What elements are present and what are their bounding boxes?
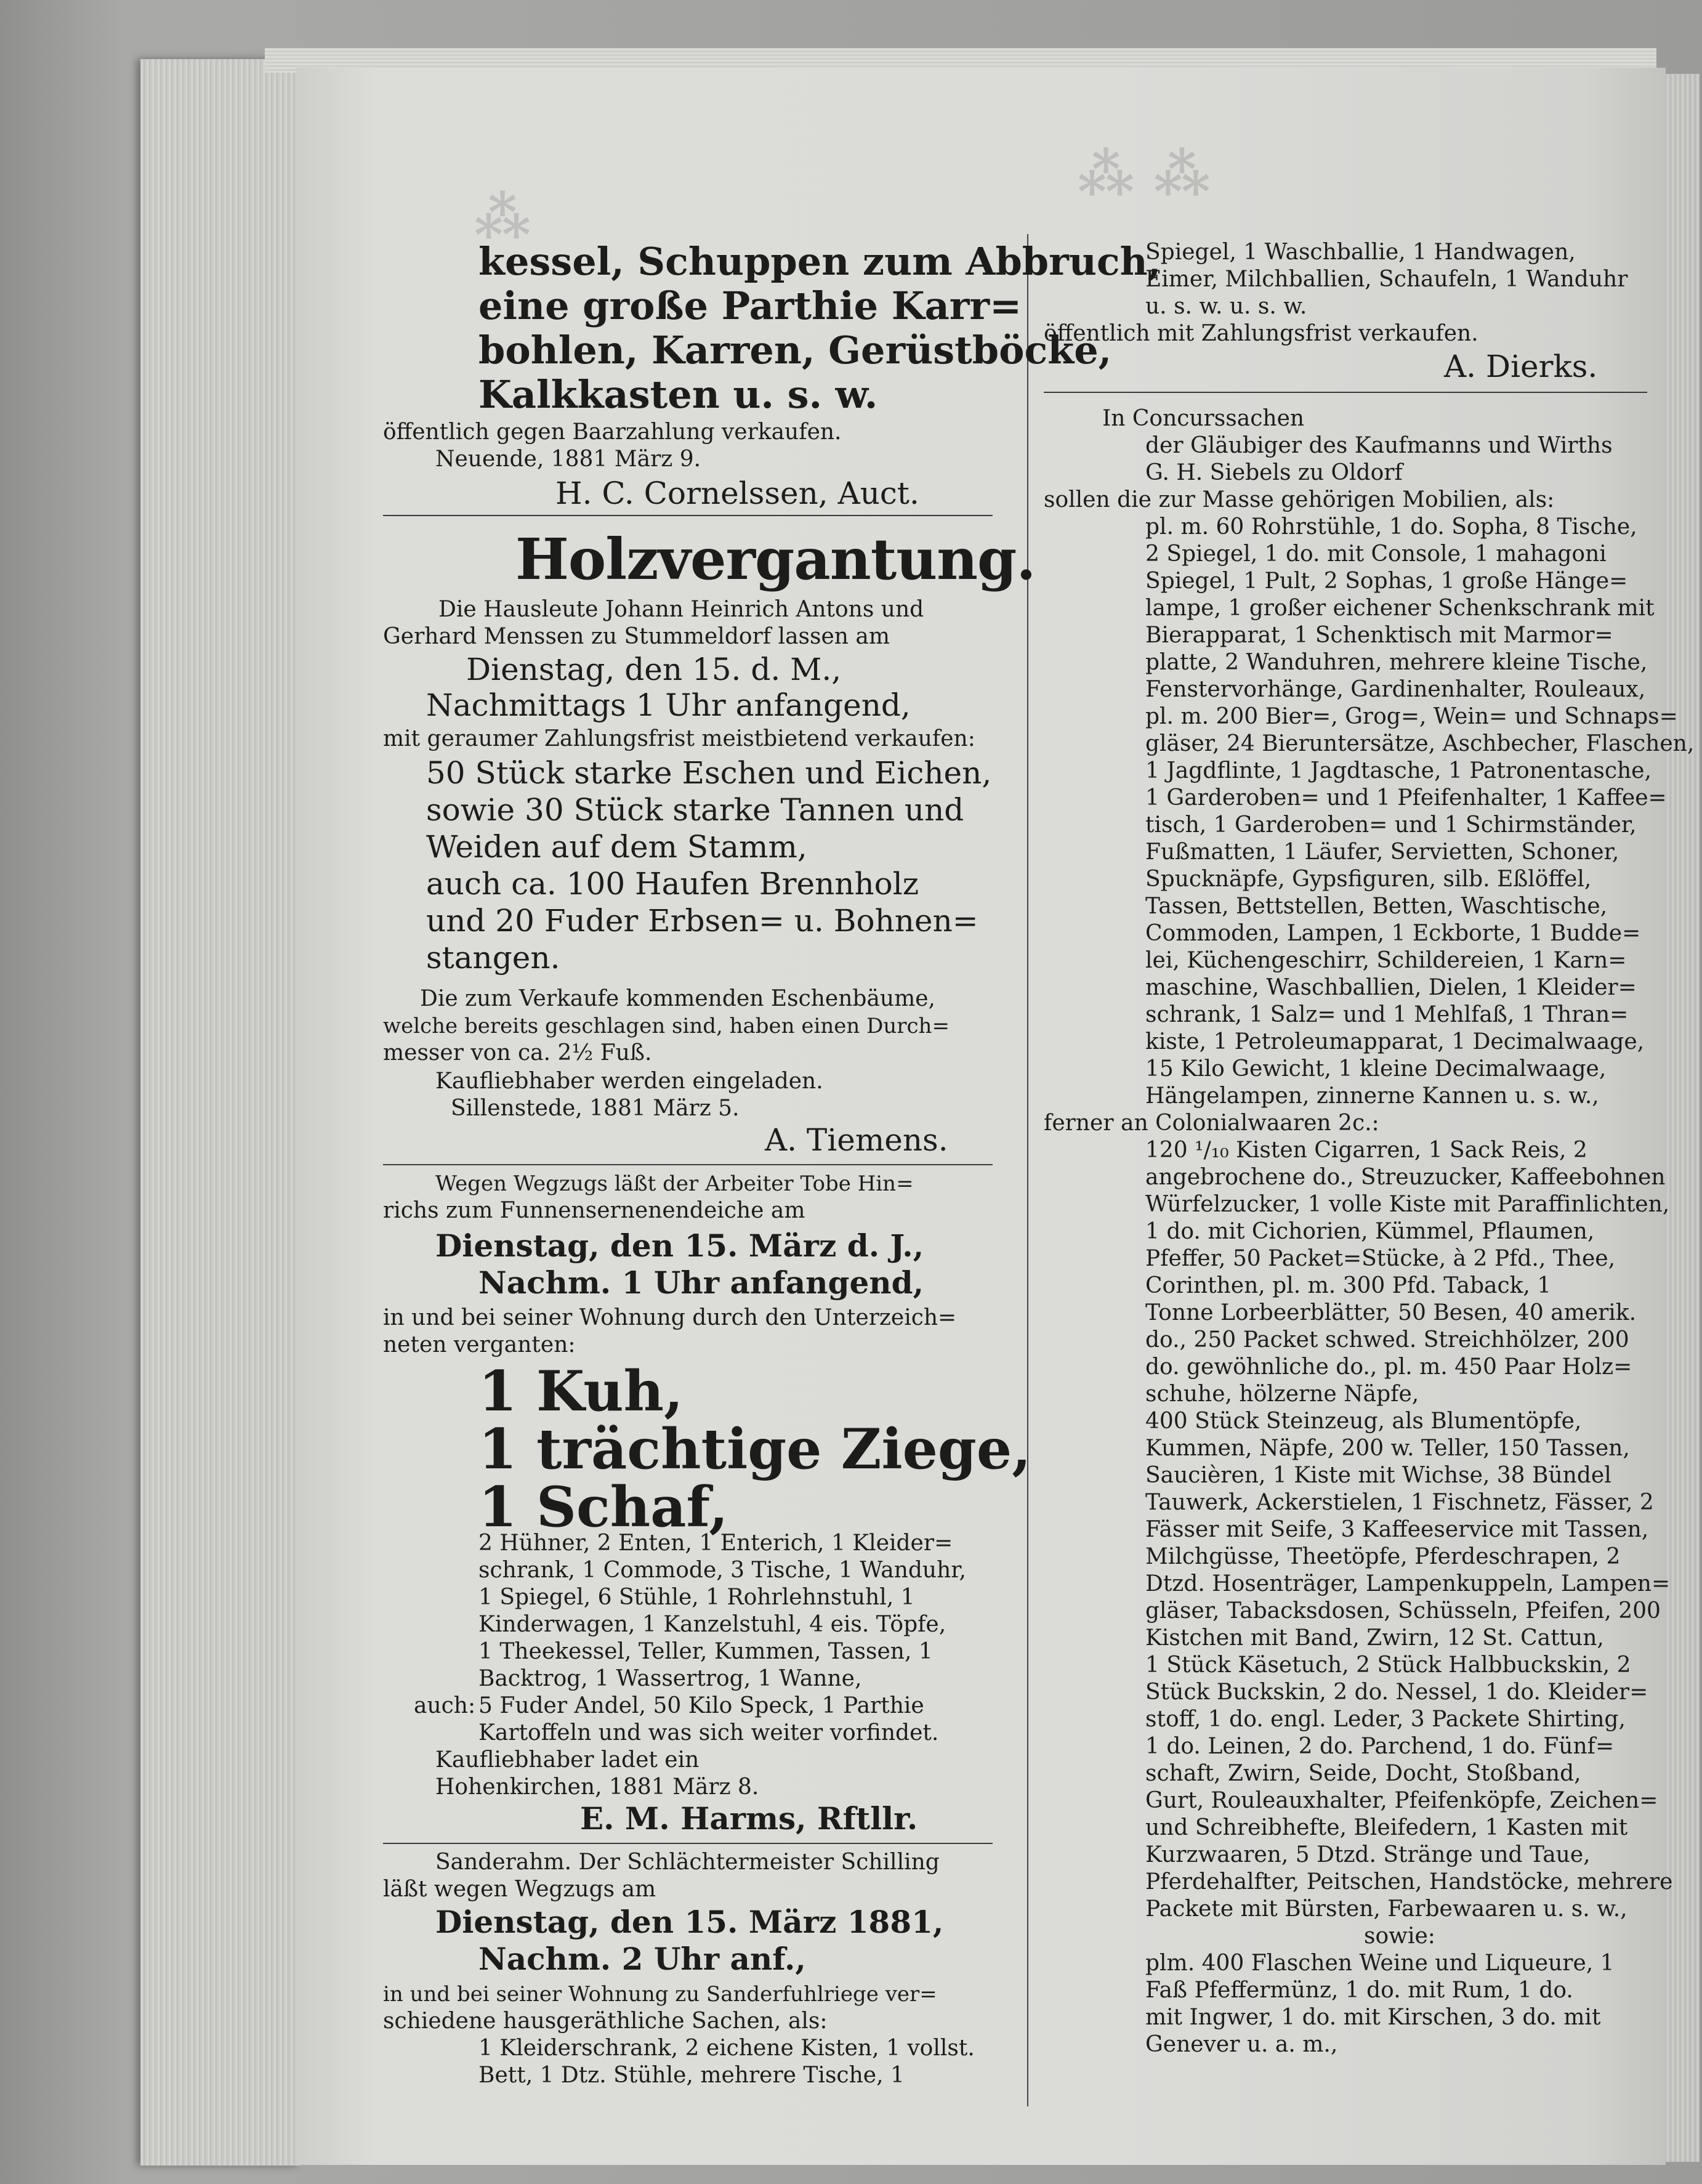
ad1-line: kessel, Schuppen zum Abbruch,	[478, 239, 1161, 284]
cont-line: Spiegel, 1 Waschballie, 1 Handwagen,	[1145, 240, 1576, 265]
ad2-item: und 20 Fuder Erbsen= u. Bohnen=	[426, 903, 978, 939]
ad5-item: tisch, 1 Garderoben= und 1 Schirmständer,	[1145, 812, 1637, 838]
ad5-colonial-item: Saucièren, 1 Kiste mit Wichse, 38 Bündel	[1145, 1463, 1611, 1488]
show-through: ⁂ ⁂	[1078, 142, 1211, 207]
ad5-item: platte, 2 Wanduhren, mehrere kleine Tische,	[1145, 650, 1648, 675]
ad5-colonial-item: schaft, Zwirn, Seide, Docht, Stoßband,	[1145, 1761, 1581, 1786]
ad4-location: schiedene hausgeräthliche Sachen, als:	[383, 2008, 828, 2034]
ad2-intro: Die Hausleute Johann Heinrich Antons und	[438, 597, 924, 622]
ad2-intro: Gerhard Menssen zu Stummeldorf lassen am	[383, 624, 890, 649]
ad2-item: auch ca. 100 Haufen Brennholz	[426, 866, 919, 902]
ad3-intro: Wegen Wegzugs läßt der Arbeiter Tobe Hin=	[435, 1171, 914, 1196]
ad5-colonial-item: angebrochene do., Streuzucker, Kaffeebohnen	[1145, 1165, 1666, 1190]
ad4-item: 1 Kleiderschrank, 2 eichene Kisten, 1 vollst.	[478, 2036, 975, 2061]
ad5-colonial-item: Gurt, Rouleauxhalter, Pfeifenköpfe, Zeichen=	[1145, 1788, 1658, 1813]
ad3-item: Backtrog, 1 Wassertrog, 1 Wanne,	[478, 1666, 862, 1691]
cont-line: Eimer, Milchballien, Schaufeln, 1 Wanduhr	[1145, 267, 1628, 292]
ad5-item: kiste, 1 Petroleumapparat, 1 Decimalwaage,	[1145, 1029, 1645, 1054]
ad5-colonial-item: 1 do. Leinen, 2 do. Parchend, 1 do. Fünf=	[1145, 1734, 1615, 1759]
ad5-colonial-item: stoff, 1 do. engl. Leder, 3 Packete Shirting,	[1145, 1707, 1626, 1732]
ad2-item: stangen.	[426, 940, 560, 976]
ad5-colonial-item: do., 250 Packet schwed. Streichhölzer, 200	[1145, 1327, 1629, 1353]
ad5-colonial-item: Kummen, Näpfe, 200 w. Teller, 150 Tassen,	[1145, 1436, 1630, 1461]
ad3-item: 1 Theekessel, Teller, Kummen, Tassen, 1	[478, 1639, 933, 1664]
ad5-item: schrank, 1 Salz= und 1 Mehlfaß, 1 Thran=	[1145, 1002, 1629, 1027]
ad5-colonial-item: und Schreibhefte, Bleifedern, 1 Kasten mit	[1145, 1815, 1628, 1840]
page-fore-edge	[1666, 74, 1700, 2162]
ad5-item: 2 Spiegel, 1 do. mit Console, 1 mahagoni	[1145, 541, 1607, 567]
ad1-signature: H. C. Cornelssen, Auct.	[555, 475, 919, 511]
ad2-item: 50 Stück starke Eschen und Eichen,	[426, 755, 992, 791]
ad2-invite: Kaufliebhaber werden eingeladen.	[435, 1069, 823, 1094]
ad2-place-date: Sillenstede, 1881 März 5.	[451, 1096, 740, 1121]
cont-tail: öffentlich mit Zahlungsfrist verkaufen.	[1044, 321, 1478, 346]
column-divider	[1027, 234, 1028, 2106]
ad5-colonial-item: Corinthen, pl. m. 300 Pfd. Taback, 1	[1145, 1273, 1552, 1298]
ad5-item: Tassen, Bettstellen, Betten, Waschtische,	[1145, 894, 1608, 919]
ad5-colonial-item: Tonne Lorbeerblätter, 50 Besen, 40 amerik.	[1145, 1300, 1637, 1325]
ad5-drink-item: plm. 400 Flaschen Weine und Liqueure, 1	[1145, 1951, 1615, 1976]
ad5-colonial-item: 1 Stück Käsetuch, 2 Stück Halbbuckskin, 2	[1145, 1652, 1631, 1678]
ad5-intro: G. H. Siebels zu Oldorf	[1145, 460, 1403, 485]
ad4-item: Bett, 1 Dtz. Stühle, mehrere Tische, 1	[478, 2063, 905, 2088]
ad3-intro: richs zum Funnensernenendeiche am	[383, 1198, 805, 1223]
ad5-item: Spiegel, 1 Pult, 2 Sophas, 1 große Hänge=	[1145, 568, 1628, 594]
ad3-item: Kinderwagen, 1 Kanzelstuhl, 4 eis. Töpfe,	[478, 1612, 946, 1637]
ad5-colonial-item: 400 Stück Steinzeug, als Blumentöpfe,	[1145, 1409, 1582, 1434]
ad3-signature: E. M. Harms, Rftllr.	[580, 1800, 918, 1837]
ad5-item: 1 Garderoben= und 1 Pfeifenhalter, 1 Kaffee=	[1145, 785, 1667, 811]
ad3-animal: 1 trächtige Ziege,	[478, 1417, 1031, 1482]
ad5-colonial-item: Würfelzucker, 1 volle Kiste mit Paraffinlichten,	[1145, 1192, 1670, 1217]
ad5-item: 15 Kilo Gewicht, 1 kleine Decimalwaage,	[1145, 1056, 1607, 1082]
ad5-colonial-item: Stück Buckskin, 2 do. Nessel, 1 do. Kleider=	[1145, 1680, 1648, 1705]
ad5-colonial-item: 1 do. mit Cichorien, Kümmel, Pflaumen,	[1145, 1219, 1595, 1244]
ad5-colonial-item: gläser, Tabacksdosen, Schüsseln, Pfeifen, 200	[1145, 1598, 1661, 1624]
ad2-date: Dienstag, den 15. d. M.,	[466, 652, 842, 687]
ad1-line: Kalkkasten u. s. w.	[478, 372, 878, 417]
ad5-item: Fenstervorhänge, Gardinenhalter, Rouleaux,	[1145, 677, 1646, 702]
ad5-intro: der Gläubiger des Kaufmanns und Wirths	[1145, 433, 1613, 458]
ad4-date: Dienstag, den 15. März 1881,	[435, 1904, 944, 1940]
ad5-item: Hängelampen, zinnerne Kannen u. s. w.,	[1145, 1083, 1599, 1109]
ad2-note: messer von ca. 2½ Fuß.	[383, 1040, 652, 1066]
ad5-colonial-item: Fässer mit Seife, 3 Kaffeeservice mit Tassen,	[1145, 1517, 1649, 1542]
ad3-location: neten verganten:	[383, 1332, 576, 1357]
ad3-time: Nachm. 1 Uhr anfangend,	[478, 1264, 924, 1301]
ad3-item: schrank, 1 Commode, 3 Tische, 1 Wanduhr,	[478, 1558, 966, 1583]
ad5-colonial-item: Dtzd. Hosenträger, Lampenkuppeln, Lampen=	[1145, 1571, 1671, 1596]
ad-separator	[383, 1164, 993, 1165]
ad5-intro: sollen die zur Masse gehörigen Mobilien, als:	[1044, 487, 1555, 512]
ad-separator	[383, 515, 993, 516]
ad1-line: bohlen, Karren, Gerüstböcke,	[478, 328, 1112, 373]
ad5-item: Spucknäpfe, Gypsfiguren, silb. Eßlöffel,	[1145, 867, 1592, 892]
ad3-location: in und bei seiner Wohnung durch den Unterzeich=	[383, 1305, 957, 1330]
ad5-item: pl. m. 200 Bier=, Grog=, Wein= und Schnaps=	[1145, 704, 1678, 729]
ad5-item: gläser, 24 Bieruntersätze, Aschbecher, Flaschen,	[1145, 731, 1695, 756]
ad2-note: Die zum Verkaufe kommenden Eschenbäume,	[420, 986, 935, 1011]
ad5-item: Bierapparat, 1 Schenktisch mit Marmor=	[1145, 623, 1613, 648]
ad3-place-date: Hohenkirchen, 1881 März 8.	[435, 1774, 759, 1800]
ad3-animal: 1 Kuh,	[478, 1359, 684, 1424]
ad2-item: Weiden auf dem Stamm,	[426, 829, 807, 865]
ad5-item: pl. m. 60 Rohrstühle, 1 do. Sopha, 8 Tische,	[1145, 514, 1637, 540]
page-stack-edge	[140, 59, 300, 2166]
cont-signature: A. Dierks.	[1444, 349, 1598, 384]
ad5-ferner: ferner an Colonialwaaren 2c.:	[1044, 1110, 1379, 1136]
ad5-colonial-item: schuhe, hölzerne Näpfe,	[1145, 1381, 1419, 1407]
ad5-colonial-item: 120 ¹/₁₀ Kisten Cigarren, 1 Sack Reis, 2	[1145, 1138, 1587, 1163]
ad4-intro: Sanderahm. Der Schlächtermeister Schilling	[435, 1850, 940, 1875]
ad1-body: Neuende, 1881 März 9.	[435, 447, 701, 472]
ad5-colonial-item: Kurzwaaren, 5 Dtzd. Stränge und Taue,	[1145, 1842, 1591, 1867]
ad5-sowie: sowie:	[1364, 1923, 1435, 1949]
ad5-item: Commoden, Lampen, 1 Eckborte, 1 Budde=	[1145, 921, 1641, 946]
ad5-drink-item: mit Ingwer, 1 do. mit Kirschen, 3 do. mit	[1145, 2005, 1601, 2030]
ad3-also-label: auch:	[414, 1693, 476, 1718]
ad3-also: Kartoffeln und was sich weiter vorfindet.	[478, 1720, 939, 1745]
ad2-item: sowie 30 Stück starke Tannen und	[426, 792, 964, 828]
cont-line: u. s. w. u. s. w.	[1145, 294, 1307, 319]
ad3-invite: Kaufliebhaber ladet ein	[435, 1747, 700, 1773]
ad3-item: 1 Spiegel, 6 Stühle, 1 Rohrlehnstuhl, 1	[478, 1585, 915, 1610]
ad5-colonial-item: Packete mit Bürsten, Farbewaaren u. s. w.,	[1145, 1896, 1627, 1922]
ad2-signature: A. Tiemens.	[765, 1122, 948, 1158]
ad5-colonial-item: Pfeffer, 50 Packet=Stücke, à 2 Pfd., Thee,	[1145, 1246, 1616, 1271]
ad2-time: Nachmittags 1 Uhr anfangend,	[426, 687, 911, 723]
ad3-item: 2 Hühner, 2 Enten, 1 Enterich, 1 Kleider=	[478, 1531, 953, 1556]
show-through: ⁂	[474, 185, 531, 250]
ad5-drink-item: Genever u. a. m.,	[1145, 2032, 1338, 2057]
ad-separator	[383, 1843, 993, 1844]
ad5-item: lampe, 1 großer eichener Schenkschrank mit	[1145, 596, 1655, 621]
ad5-item: maschine, Waschballien, Dielen, 1 Kleider=	[1145, 975, 1637, 1000]
ad2-note: welche bereits geschlagen sind, haben einen Durch=	[383, 1014, 950, 1038]
ad1-body: öffentlich gegen Baarzahlung verkaufen.	[383, 419, 842, 445]
ad5-colonial-item: do. gewöhnliche do., pl. m. 450 Paar Holz=	[1145, 1354, 1632, 1380]
ad3-date: Dienstag, den 15. März d. J.,	[435, 1227, 924, 1264]
ad1-line: eine große Parthie Karr=	[478, 283, 1022, 328]
ad5-item: lei, Küchengeschirr, Schildereien, 1 Karn=	[1145, 948, 1627, 973]
ad4-time: Nachm. 2 Uhr anf.,	[478, 1941, 806, 1977]
ad5-intro: In Concurssachen	[1102, 406, 1305, 431]
ad3-also: 5 Fuder Andel, 50 Kilo Speck, 1 Parthie	[478, 1693, 924, 1718]
ad3-animal: 1 Schaf,	[478, 1474, 728, 1540]
ad5-colonial-item: Milchgüsse, Theetöpfe, Pferdeschrapen, 2	[1145, 1544, 1621, 1569]
ad5-colonial-item: Pferdehalfter, Peitschen, Handstöcke, mehrere	[1145, 1869, 1673, 1895]
ad5-item: 1 Jagdflinte, 1 Jagdtasche, 1 Patronentasche,	[1145, 758, 1652, 783]
ad4-location: in und bei seiner Wohnung zu Sanderfuhlriege ver=	[383, 1982, 937, 2007]
ad4-intro: läßt wegen Wegzugs am	[383, 1877, 656, 1902]
ad5-drink-item: Faß Pfeffermünz, 1 do. mit Rum, 1 do.	[1145, 1978, 1573, 2003]
ad-separator	[1044, 392, 1647, 393]
ad5-colonial-item: Kistchen mit Band, Zwirn, 12 St. Cattun,	[1145, 1625, 1604, 1651]
ad5-colonial-item: Tauwerk, Ackerstielen, 1 Fischnetz, Fässer, 2	[1145, 1490, 1654, 1515]
ad5-item: Fußmatten, 1 Läufer, Servietten, Schoner,	[1145, 839, 1619, 865]
ad2-terms: mit geraumer Zahlungsfrist meistbietend verkaufen:	[383, 726, 975, 751]
ad2-heading: Holzvergantung.	[515, 526, 1036, 593]
